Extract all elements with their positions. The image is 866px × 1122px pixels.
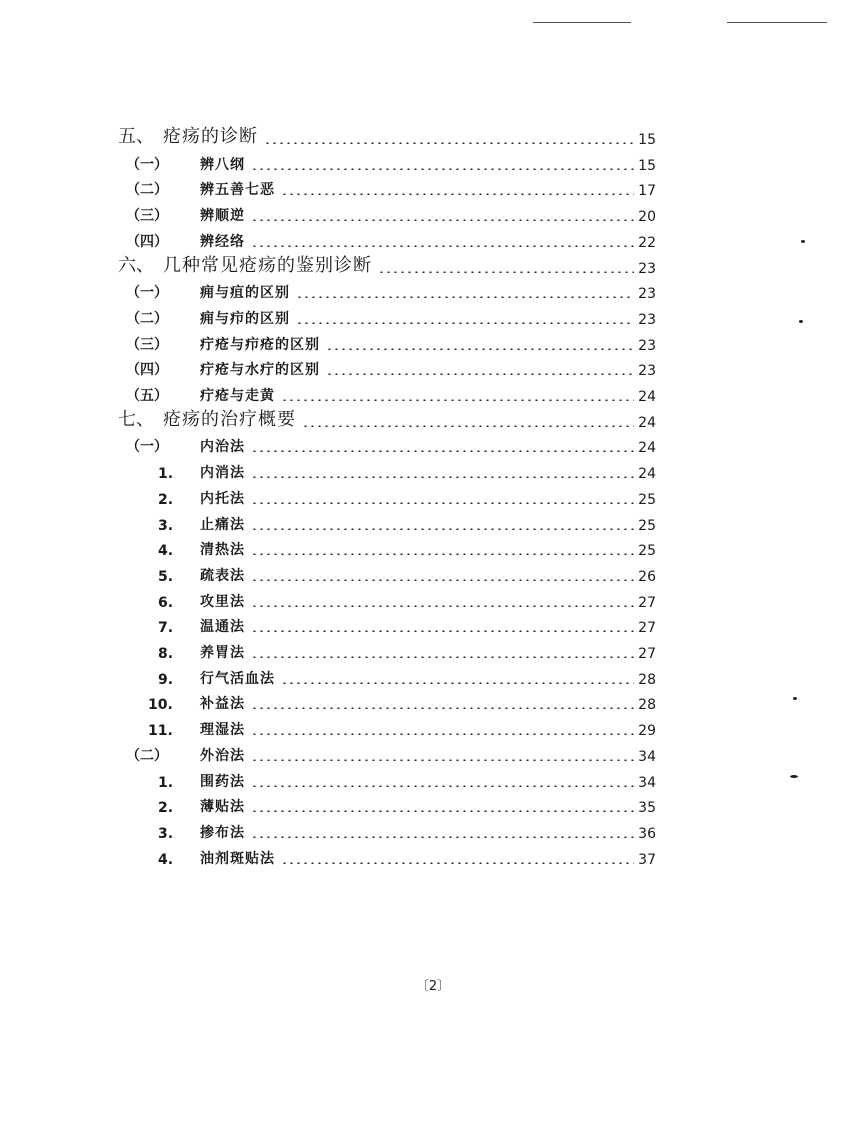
toc-leader-dots	[251, 476, 634, 478]
toc-entry	[0, 227, 866, 253]
toc-leader-dots	[251, 810, 634, 812]
toc-entry	[0, 432, 866, 458]
toc-entry	[0, 304, 866, 330]
toc-entry-title: 痈与疖的区别	[200, 310, 290, 327]
toc-entry-number: （二）	[126, 310, 168, 327]
toc-entry-number: （五）	[126, 388, 168, 404]
toc-entry	[0, 510, 866, 536]
toc-entry	[0, 664, 866, 690]
toc-leader-dots	[281, 862, 634, 864]
toc-entry-page: 23	[638, 311, 656, 328]
toc-leader-dots	[378, 271, 634, 273]
toc-entry-page: 15	[638, 132, 656, 148]
toc-entry-number: 2.	[158, 800, 174, 817]
toc-leader-dots	[251, 707, 634, 709]
toc-entry	[0, 355, 866, 381]
toc-entry-title: 薄贴法	[200, 799, 245, 816]
toc-leader-dots	[251, 733, 634, 735]
scan-speck	[790, 775, 798, 778]
toc-entry-number: 8.	[158, 646, 174, 662]
toc-leader-dots	[251, 605, 634, 607]
toc-entry-page: 27	[638, 594, 656, 611]
toc-entry-title: 油剂斑贴法	[200, 850, 275, 867]
toc-entry	[0, 484, 866, 510]
toc-entry-number: （三）	[126, 336, 168, 353]
toc-leader-dots	[251, 168, 634, 170]
toc-entry-page: 24	[638, 440, 656, 457]
toc-leader-dots	[296, 322, 634, 324]
toc-leader-dots	[251, 785, 634, 787]
toc-entry	[0, 587, 866, 613]
toc-entry-page: 20	[638, 209, 656, 226]
toc-entry	[0, 535, 866, 561]
toc-entry	[0, 638, 866, 664]
toc-leader-dots	[251, 553, 634, 555]
toc-entry-number: （一）	[126, 156, 168, 173]
toc-entry-number: （四）	[126, 362, 168, 379]
toc-entry-title: 补益法	[200, 696, 245, 713]
toc-entry-number: 六、	[118, 254, 154, 276]
toc-entry-page: 27	[638, 620, 656, 637]
toc-entry-page: 23	[638, 286, 656, 303]
toc-entry-title: 止痛法	[200, 516, 245, 533]
toc-entry-page: 34	[638, 748, 656, 765]
toc-entry	[0, 124, 866, 150]
toc-leader-dots	[251, 656, 634, 658]
toc-entry-title: 内消法	[200, 465, 245, 482]
toc-entry-number: 9.	[158, 671, 174, 688]
toc-entry-page: 24	[638, 414, 656, 431]
toc-entry-title: 温通法	[200, 619, 245, 636]
toc-entry-number: 7.	[158, 620, 174, 637]
toc-entry-page: 23	[638, 363, 656, 380]
scan-speck	[799, 320, 803, 323]
toc-entry-page: 35	[638, 800, 656, 817]
toc-entry-title: 辨顺逆	[200, 208, 245, 225]
toc-entry-title: 痈与疽的区别	[200, 285, 290, 302]
toc-entry	[0, 278, 866, 304]
toc-entry-title: 疔疮与走黄	[200, 388, 275, 404]
toc-entry	[0, 407, 866, 433]
toc-entry-page: 28	[638, 697, 656, 714]
toc-leader-dots	[251, 245, 634, 247]
toc-entry-title: 外治法	[200, 747, 245, 764]
toc-leader-dots	[302, 425, 634, 427]
toc-leader-dots	[281, 399, 634, 401]
toc-entry	[0, 201, 866, 227]
toc-entry-number: 3.	[158, 825, 174, 842]
toc-leader-dots	[326, 373, 634, 375]
toc-leader-dots	[281, 682, 634, 684]
page-number-footer: 〔2〕	[415, 979, 451, 994]
toc-entry-page: 36	[638, 825, 656, 842]
toc-entry-page: 25	[638, 517, 656, 534]
toc-entry	[0, 381, 866, 407]
toc-entry-number: 1.	[158, 774, 174, 791]
toc-entry-title: 疮疡的治疗概要	[163, 408, 296, 430]
toc-entry-page: 26	[638, 568, 656, 585]
toc-entry-page: 25	[638, 543, 656, 560]
toc-entry	[0, 612, 866, 638]
toc-entry-number: （二）	[126, 747, 168, 764]
toc-entry-page: 34	[638, 774, 656, 791]
toc-entry	[0, 715, 866, 741]
toc-entry	[0, 767, 866, 793]
toc-entry-title: 几种常见疮疡的鉴别诊断	[163, 254, 372, 276]
toc-entry-page: 27	[638, 646, 656, 662]
toc-entry-number: （一）	[126, 439, 168, 456]
toc-entry-title: 行气活血法	[200, 670, 275, 687]
toc-entry	[0, 689, 866, 715]
toc-entry-number: 4.	[158, 543, 174, 560]
toc-entry-number: 2.	[158, 491, 174, 508]
toc-entry	[0, 330, 866, 356]
toc-entry-number: 6.	[158, 594, 174, 611]
toc-entry-title: 疮疡的诊断	[163, 126, 258, 147]
toc-entry-number: 七、	[118, 408, 154, 430]
toc-entry-title: 疔疮与水疔的区别	[200, 362, 320, 379]
toc-entry	[0, 253, 866, 279]
toc-entry-page: 15	[638, 157, 656, 174]
toc-entry	[0, 175, 866, 201]
toc-entry-number: （三）	[126, 208, 168, 225]
toc-leader-dots	[251, 579, 634, 581]
toc-entry-number: （二）	[126, 182, 168, 199]
toc-entry-number: 11.	[148, 723, 173, 740]
toc-entry	[0, 150, 866, 176]
toc-entry-title: 围药法	[200, 773, 245, 790]
toc-leader-dots	[251, 836, 634, 838]
scan-speck	[801, 240, 805, 243]
toc-entry-title: 辨经络	[200, 233, 245, 250]
toc-leader-dots	[281, 193, 634, 195]
toc-entry-title: 辨八纲	[200, 156, 245, 173]
toc-entry	[0, 741, 866, 767]
toc-entry-number: 1.	[158, 466, 174, 483]
toc-entry-page: 25	[638, 491, 656, 508]
toc-entry-number: 3.	[158, 517, 174, 534]
toc-entry	[0, 458, 866, 484]
toc-entry-page: 22	[638, 234, 656, 251]
toc-entry-page: 17	[638, 183, 656, 200]
toc-entry-number: 5.	[158, 568, 174, 585]
toc-entry	[0, 561, 866, 587]
toc-entry-page: 37	[638, 851, 656, 868]
toc-leader-dots	[251, 219, 634, 221]
toc-entry-number: （一）	[126, 285, 168, 302]
toc-entry-title: 理湿法	[200, 722, 245, 739]
toc-entry-page: 23	[638, 337, 656, 354]
toc-leader-dots	[296, 296, 634, 298]
toc-entry-title: 内托法	[200, 490, 245, 507]
toc-leader-dots	[326, 348, 634, 350]
toc-entry-page: 24	[638, 466, 656, 483]
scan-speck	[793, 697, 797, 700]
toc-entry-title: 攻里法	[200, 593, 245, 610]
toc-leader-dots	[251, 630, 634, 632]
toc-entry	[0, 792, 866, 818]
toc-leader-dots	[264, 142, 634, 144]
toc-leader-dots	[251, 450, 634, 452]
toc-leader-dots	[251, 502, 634, 504]
toc-entry-page: 28	[638, 671, 656, 688]
toc-entry-title: 内治法	[200, 439, 245, 456]
toc-entry-title: 辨五善七恶	[200, 182, 275, 199]
toc-entry	[0, 818, 866, 844]
toc-entry-title: 掺布法	[200, 824, 245, 841]
toc-entry	[0, 844, 866, 870]
toc-entry-page: 24	[638, 389, 656, 405]
toc-entry-title: 清热法	[200, 542, 245, 559]
toc-entry-number: 五、	[118, 126, 154, 147]
toc-entry-title: 疔疮与疖疮的区别	[200, 336, 320, 353]
toc-entry-number: 4.	[158, 851, 174, 868]
toc-entry-number: 10.	[148, 697, 173, 714]
toc-entry-number: （四）	[126, 233, 168, 250]
toc-leader-dots	[251, 528, 634, 530]
toc-entry-title: 养胃法	[200, 645, 245, 661]
toc-entry-page: 23	[638, 260, 656, 277]
toc-entry-title: 疏表法	[200, 567, 245, 584]
toc-leader-dots	[251, 759, 634, 761]
toc-entry-page: 29	[638, 723, 656, 740]
